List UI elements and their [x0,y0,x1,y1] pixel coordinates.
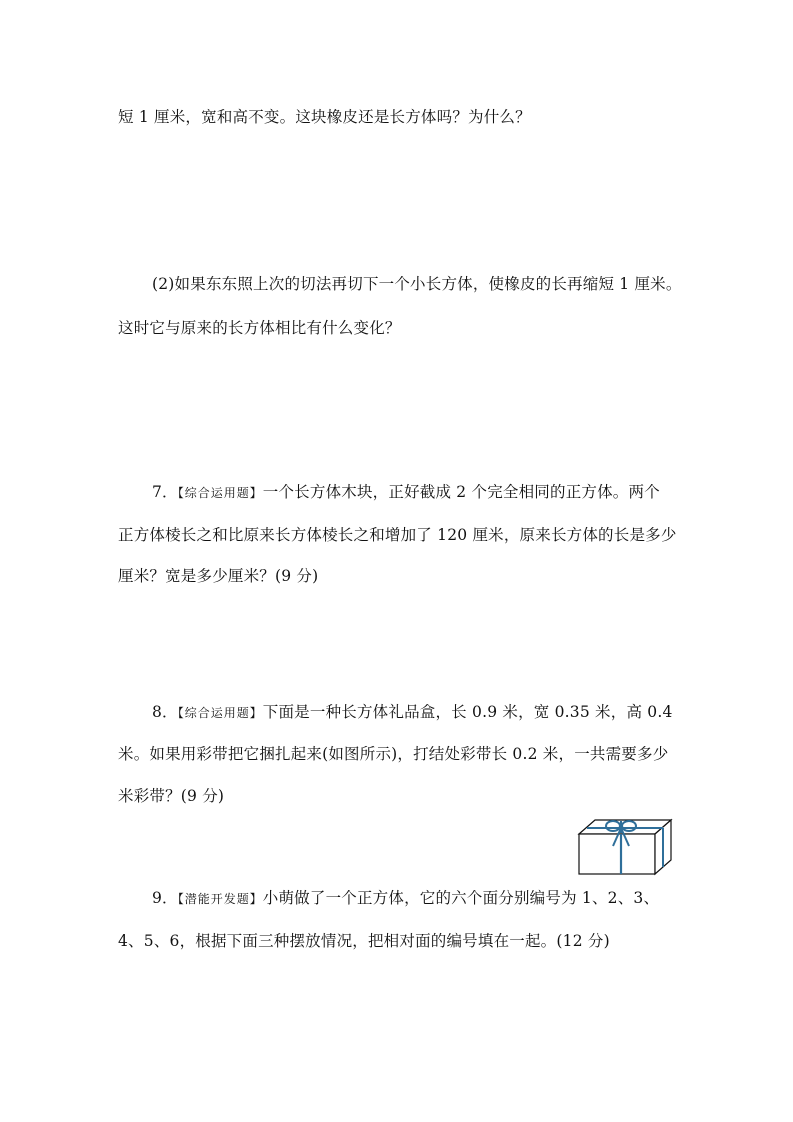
q8-line2: 米。如果用彩带把它捆扎起来(如图所示)，打结处彩带长 0.2 米，一共需要多少 [118,745,669,763]
q9-text: 小萌做了一个正方体，它的六个面分别编号为 1、2、3、 [262,889,660,907]
q6-part2-text: (2)如果东东照上次的切法再切下一个小长方体，使橡皮的长再缩短 1 厘米。 [152,275,682,293]
q7-line3: 厘米？宽是多少厘米？(9 分) [118,567,319,585]
q6-continued-text: 短 1 厘米，宽和高不变。这块橡皮还是长方体吗？为什么？ [118,108,531,126]
q8-text: 下面是一种长方体礼品盒，长 0.9 米，宽 0.35 米，高 0.4 [262,703,673,721]
q9-line1 [152,888,659,909]
q8-tag: 【综合运用题】 [177,706,263,720]
q7-tag: 【综合运用题】 [177,486,263,500]
q9-line2: 4、5、6，根据下面三种摆放情况，把相对面的编号填在一起。(12 分) [118,932,610,950]
q8-line1 [152,702,673,723]
q8-line3: 米彩带？(9 分) [118,787,225,805]
q8-number: 8． [152,703,178,721]
q7-text: 一个长方体木块，正好截成 2 个完全相同的正方体。两个 [262,483,660,501]
gift-box-icon [577,816,673,876]
q9-number: 9． [152,889,178,907]
q6-part2-text-line2: 这时它与原来的长方体相比有什么变化？ [118,319,401,337]
q7-line2: 正方体棱长之和比原来长方体棱长之和增加了 120 厘米，原来长方体的长是多少 [118,526,677,544]
q7-line1 [152,482,660,503]
q9-tag: 【潜能开发题】 [177,892,263,906]
q7-number: 7． [152,483,178,501]
